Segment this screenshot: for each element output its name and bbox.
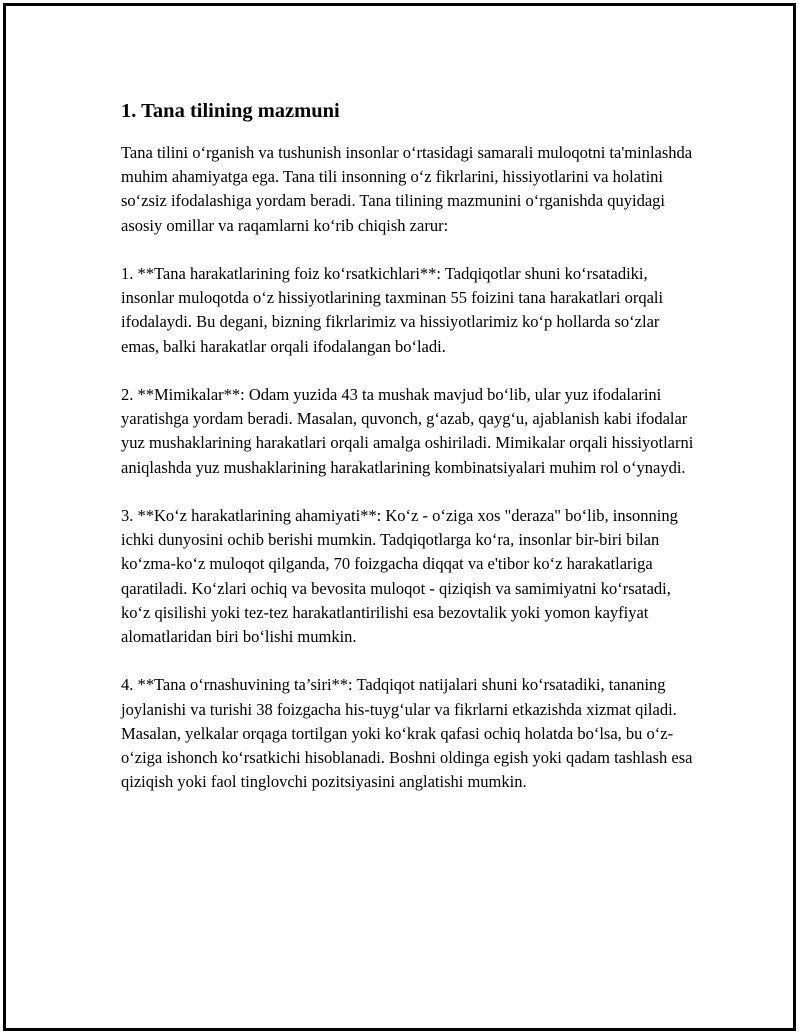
intro-paragraph: Tana tilini o‘rganish va tushunish insonlar o‘rtasidagi samarali muloqotni ta'minlashda muhim ahamiyatga ega. Tana tili insonning o‘z fikrlarini, hissiyotlarini va holatini so‘zsiz ifodalashiga yordam beradi. Tana tilining mazmunini o‘rganishda quyidagi asosiy omillar va raqamlarni ko‘rib chiqish zarur: xyxy=(121,143,693,235)
paragraph-body-movements: 1. **Tana harakatlarining foiz ko‘rsatkichlari**: Tadqiqotlar shuni ko‘rsatadiki, insonlar muloqotda o‘z hissiyotlarining taxminan 55 foizini tana harakatlari orqali ifodalaydi. Bu degani, bizning fikrlarimiz va hissiyotlarimiz ko‘p hollarda so‘zlar emas, balki harakatlar orqali ifodalangan bo‘ladi. xyxy=(121,264,664,356)
paragraph-eye-movements: 3. **Ko‘z harakatlarining ahamiyati**: Ko‘z - o‘ziga xos "deraza" bo‘lib, insonning ichki dunyosini ochib berishi mumkin. Tadqiqotlarga ko‘ra, insonlar bir-biri bilan ko‘zma-ko‘z muloqot qilganda, 70 foizgacha diqqat va e'tibor ko‘z harakatlariga qaratiladi. Ko‘zlari ochiq va bevosita muloqot - qiziqish va samimiyatni ko‘rsatadi, ko‘z qisilishi yoki tez-tez harakatlantirilishi esa bezovtalik yoki yomon kayfiyat alomatlaridan biri bo‘lishi mumkin. xyxy=(121,506,678,647)
paragraph-facial-expressions: 2. **Mimikalar**: Odam yuzida 43 ta mushak mavjud bo‘lib, ular yuz ifodalarini yaratishga yordam beradi. Masalan, quvonch, g‘azab, qayg‘u, ajablanish kabi ifodalar yuz mushaklarining harakatlari orqali amalga oshiriladi. Mimikalar orqali hissiyotlarni aniqlashda yuz mushaklarining harakatlarining kombinatsiyalari muhim rol o‘ynaydi. xyxy=(121,385,694,477)
page-frame xyxy=(3,3,796,1031)
document-title: 1. Tana tilining mazmuni xyxy=(121,100,340,122)
paragraph-body-posture: 4. **Tana o‘rnashuvining ta’siri**: Tadqiqot natijalari shuni ko‘rsatadiki, tananing joylanishi va turishi 38 foizgacha his-tuyg‘ular va fikrlarni etkazishda xizmat qiladi. Masalan, yelkalar orqaga tortilgan yoki ko‘krak qafasi ochiq holatda bo‘lsa, bu o‘z-o‘ziga ishonch ko‘rsatkichi hisoblanadi. Boshni oldinga egish yoki qadam tashlash esa qiziqish yoki faol tinglovchi pozitsiyasini anglatishi mumkin. xyxy=(121,675,693,792)
document-body xyxy=(121,98,701,819)
